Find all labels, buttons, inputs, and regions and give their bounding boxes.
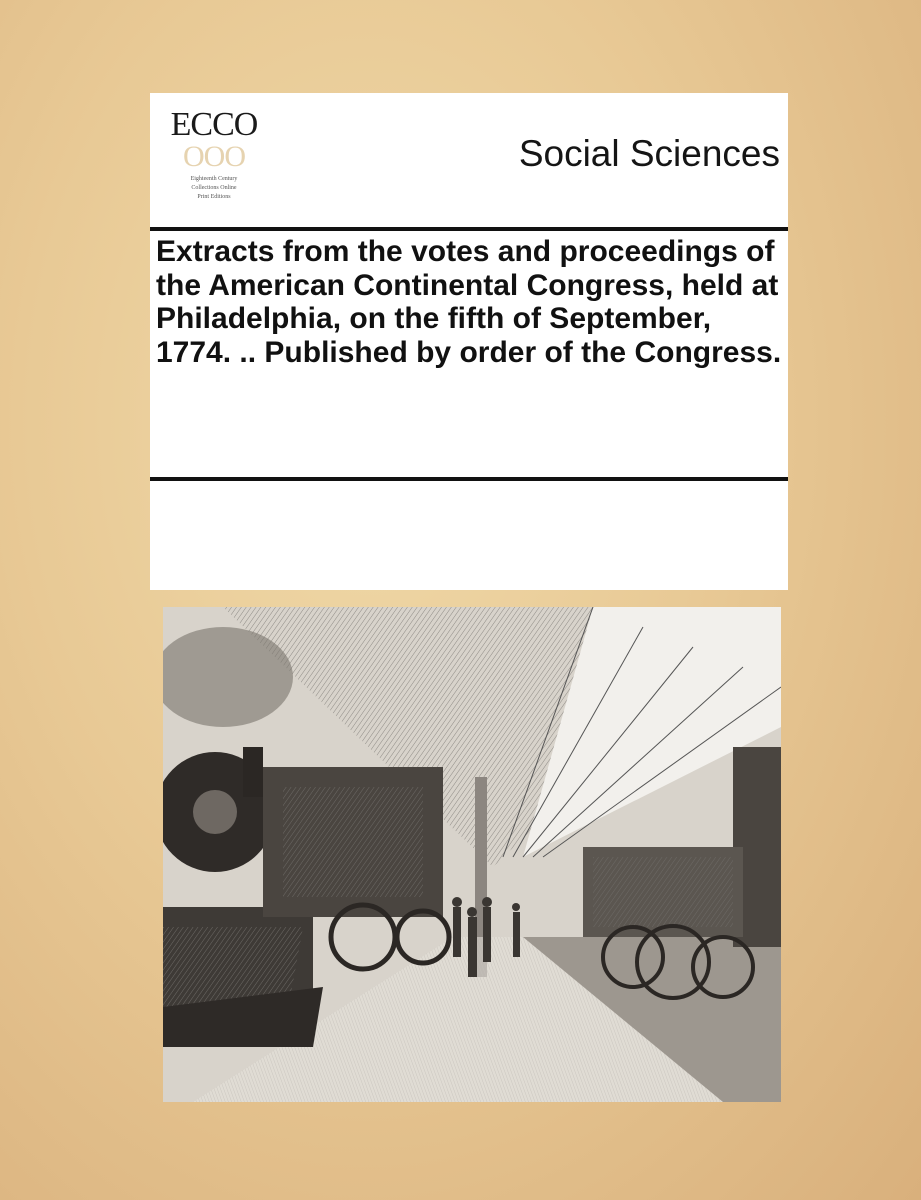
logo-caption	[168, 175, 260, 202]
bottom-rule	[150, 477, 788, 481]
ecco-logo	[168, 107, 260, 215]
header-band	[150, 93, 788, 227]
series-label: Social Sciences	[518, 133, 780, 174]
locomotive-engraving	[163, 607, 781, 1102]
logo-caption-line: Collections Online	[191, 185, 237, 191]
cover-sheet	[150, 93, 788, 590]
logo-caption-line: Print Editions	[197, 194, 231, 200]
logo-mark: ECCO	[170, 106, 258, 143]
book-title: Extracts from the votes and proceedings of the American Continental Congress, held at Philadelphia, on the fifth of September, 1774. .. Published by order of the Congress.	[156, 235, 782, 369]
top-rule	[150, 227, 788, 231]
logo-ghost-mark: OOO	[183, 140, 245, 173]
logo-caption-line: Eighteenth Century	[190, 176, 238, 182]
